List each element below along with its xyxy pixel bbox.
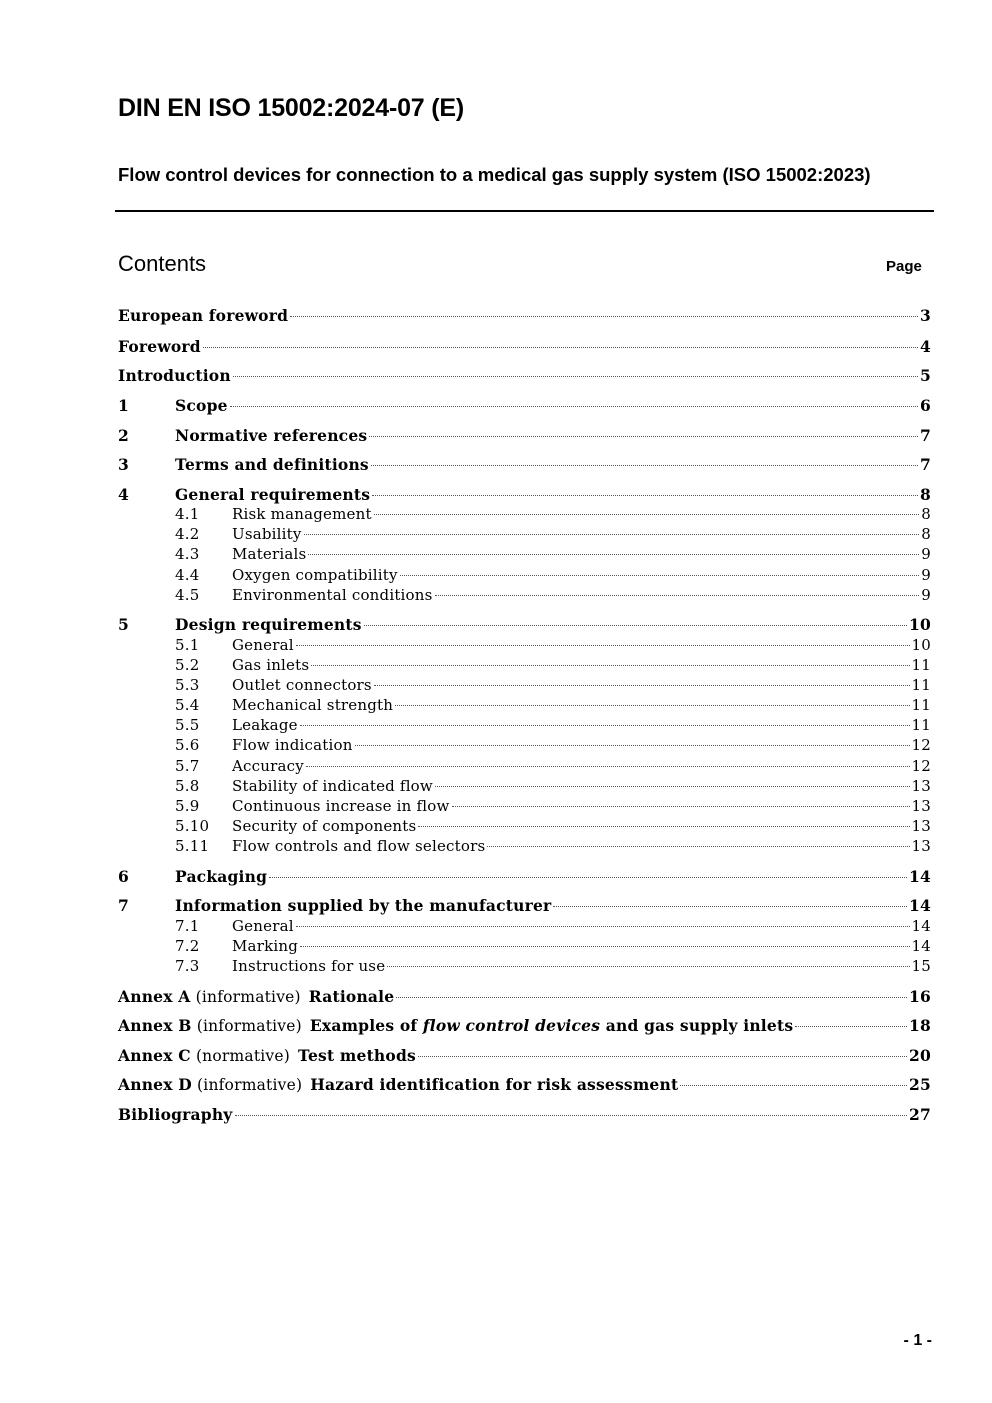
toc-entry[interactable] xyxy=(118,505,931,523)
toc-entry-page: 12 xyxy=(911,757,931,775)
toc-entry[interactable] xyxy=(118,306,931,325)
toc-entry-title: Stability of indicated flow xyxy=(232,777,433,795)
toc-entry-title: Usability xyxy=(232,525,302,543)
toc-entry-number: 5.1 xyxy=(175,636,200,654)
toc-entry-number: 5 xyxy=(118,615,129,634)
toc-entry-title: General requirements xyxy=(175,485,371,504)
toc-entry-number: 5.9 xyxy=(175,797,200,815)
toc-entry-title: Risk management xyxy=(232,505,372,523)
toc-dot-leader xyxy=(418,826,909,827)
toc-entry-number: 4 xyxy=(118,485,129,504)
toc-entry[interactable] xyxy=(118,896,931,915)
toc-entry-page: 5 xyxy=(920,366,931,385)
toc-entry-page: 27 xyxy=(909,1105,931,1124)
toc-entry[interactable] xyxy=(118,957,931,975)
page-number: - 1 - xyxy=(903,1332,932,1349)
toc-entry-title: Bibliography xyxy=(118,1105,233,1124)
toc-entry-page: 13 xyxy=(911,817,931,835)
toc-entry-page: 7 xyxy=(920,426,931,445)
toc-annex-label: Annex A (informative) xyxy=(118,987,301,1006)
toc-entry-number: 7.3 xyxy=(175,957,200,975)
toc-entry[interactable] xyxy=(118,777,931,795)
toc-entry-number: 5.5 xyxy=(175,716,200,734)
toc-dot-leader xyxy=(308,554,919,555)
toc-entry-page: 18 xyxy=(909,1016,931,1035)
toc-entry-title: Oxygen compatibility xyxy=(232,566,398,584)
toc-entry-title: Materials xyxy=(232,545,307,563)
toc-dot-leader xyxy=(435,595,920,596)
toc-entry-title: Examples of flow control devices and gas supply inlets xyxy=(309,1016,794,1035)
toc-annex-label: Annex B (informative) xyxy=(118,1016,302,1035)
toc-dot-leader xyxy=(387,966,909,967)
title-rule xyxy=(115,210,934,212)
toc-entry[interactable] xyxy=(118,525,931,543)
toc-entry-number: 3 xyxy=(118,455,129,474)
toc-dot-leader xyxy=(230,406,918,407)
toc-dot-leader xyxy=(355,745,910,746)
toc-entry-page: 14 xyxy=(911,917,931,935)
toc-dot-leader xyxy=(374,514,920,515)
toc-entry-number: 7 xyxy=(118,896,129,915)
toc-dot-leader xyxy=(374,685,910,686)
toc-entry-title: Foreword xyxy=(118,337,201,356)
toc-dot-leader xyxy=(553,906,907,907)
toc-dot-leader xyxy=(487,846,909,847)
toc-entry[interactable] xyxy=(118,615,931,634)
toc-annex-label: Annex C (normative) xyxy=(118,1046,291,1065)
toc-entry-page: 10 xyxy=(909,615,931,634)
toc-dot-leader xyxy=(296,926,910,927)
toc-entry-title: Test methods xyxy=(298,1046,416,1065)
toc-entry[interactable] xyxy=(118,736,931,754)
toc-entry[interactable] xyxy=(118,485,931,504)
toc-dot-leader xyxy=(300,946,909,947)
toc-dot-leader xyxy=(435,786,910,787)
toc-dot-leader xyxy=(306,766,910,767)
toc-entry-page: 14 xyxy=(909,867,931,886)
toc-entry-number: 5.2 xyxy=(175,656,200,674)
toc-dot-leader xyxy=(269,877,907,878)
toc-entry-title: Gas inlets xyxy=(232,656,310,674)
toc-entry-page: 4 xyxy=(920,337,931,356)
toc-entry-page: 15 xyxy=(911,957,931,975)
toc-dot-leader xyxy=(304,534,920,535)
document-title: Flow control devices for connection to a medical gas supply system (ISO 15002:2023) xyxy=(118,164,871,185)
toc-entry[interactable] xyxy=(118,636,931,654)
toc-dot-leader xyxy=(452,806,910,807)
toc-entry-number: 4.3 xyxy=(175,545,200,563)
toc-entry-title: Rationale xyxy=(308,987,395,1006)
toc-entry[interactable] xyxy=(118,586,931,604)
toc-dot-leader xyxy=(364,625,907,626)
toc-entry-number: 5.10 xyxy=(175,817,210,835)
toc-entry-number: 4.5 xyxy=(175,586,200,604)
toc-dot-leader xyxy=(296,645,910,646)
toc-entry-page: 11 xyxy=(911,676,931,694)
toc-dot-leader xyxy=(369,436,918,437)
toc-entry-page: 9 xyxy=(921,586,931,604)
toc-entry-title: General xyxy=(232,636,294,654)
toc-dot-leader xyxy=(395,705,909,706)
toc-entry-title: Security of components xyxy=(232,817,417,835)
toc-dot-leader xyxy=(371,465,918,466)
toc-entry-title: Leakage xyxy=(232,716,298,734)
toc-entry-page: 13 xyxy=(911,797,931,815)
toc-entry-title: Environmental conditions xyxy=(232,586,433,604)
toc-entry-page: 3 xyxy=(920,306,931,325)
toc-entry[interactable] xyxy=(118,366,931,385)
toc-entry[interactable] xyxy=(118,817,931,835)
toc-dot-leader xyxy=(418,1056,907,1057)
toc-entry-page: 8 xyxy=(921,505,931,523)
toc-entry[interactable] xyxy=(118,656,931,674)
document-id: DIN EN ISO 15002:2024-07 (E) xyxy=(118,94,464,122)
toc-entry-title: Packaging xyxy=(175,867,268,886)
toc-entry-title: General xyxy=(232,917,294,935)
toc-entry[interactable] xyxy=(118,797,931,815)
toc-entry-number: 4.2 xyxy=(175,525,200,543)
toc-entry[interactable] xyxy=(118,676,931,694)
toc-entry[interactable] xyxy=(118,837,931,855)
toc-entry-title: Normative references xyxy=(175,426,368,445)
toc-entry-title: Instructions for use xyxy=(232,957,386,975)
toc-entry[interactable] xyxy=(118,1016,931,1035)
toc-entry[interactable] xyxy=(118,455,931,474)
toc-entry[interactable] xyxy=(118,987,931,1006)
toc-entry-title: Flow indication xyxy=(232,736,353,754)
toc-entry-title: Information supplied by the manufacturer xyxy=(175,896,552,915)
toc-entry-page: 11 xyxy=(911,656,931,674)
toc-dot-leader xyxy=(795,1026,907,1027)
toc-entry[interactable] xyxy=(118,426,931,445)
toc-entry-number: 7.2 xyxy=(175,937,200,955)
toc-entry-page: 14 xyxy=(909,896,931,915)
toc-entry[interactable] xyxy=(118,716,931,734)
toc-entry[interactable] xyxy=(118,396,931,415)
toc-dot-leader xyxy=(203,347,918,348)
toc-dot-leader xyxy=(290,316,918,317)
toc-entry-title: Introduction xyxy=(118,366,231,385)
toc-annex-label: Annex D (informative) xyxy=(118,1075,303,1094)
toc-entry-number: 2 xyxy=(118,426,129,445)
toc-entry-title: European foreword xyxy=(118,306,289,325)
toc-dot-leader xyxy=(311,665,909,666)
toc-entry-number: 5.7 xyxy=(175,757,200,775)
toc-entry-page: 10 xyxy=(911,636,931,654)
toc-entry-title: Scope xyxy=(175,396,228,415)
toc-entry[interactable] xyxy=(118,757,931,775)
toc-entry-page: 13 xyxy=(911,837,931,855)
toc-entry-page: 16 xyxy=(909,987,931,1006)
toc-entry[interactable] xyxy=(118,1046,931,1065)
toc-entry-number: 5.8 xyxy=(175,777,200,795)
toc-entry-page: 8 xyxy=(920,485,931,504)
toc-entry-page: 7 xyxy=(920,455,931,474)
toc-entry[interactable] xyxy=(118,337,931,356)
toc-entry-title: Continuous increase in flow xyxy=(232,797,450,815)
toc-entry-page: 8 xyxy=(921,525,931,543)
toc-entry-number: 5.3 xyxy=(175,676,200,694)
toc-entry[interactable] xyxy=(118,696,931,714)
toc-dot-leader xyxy=(300,725,910,726)
toc-entry-title: Accuracy xyxy=(232,757,304,775)
toc-entry-number: 7.1 xyxy=(175,917,200,935)
toc-entry-number: 4.1 xyxy=(175,505,200,523)
toc-entry[interactable] xyxy=(118,1075,931,1094)
toc-entry[interactable] xyxy=(118,917,931,935)
toc-dot-leader xyxy=(680,1085,907,1086)
toc-entry[interactable] xyxy=(118,545,931,563)
toc-entry-title: Design requirements xyxy=(175,615,362,634)
toc-entry-title: Hazard identification for risk assessment xyxy=(310,1075,679,1094)
toc-entry[interactable] xyxy=(118,566,931,584)
toc-entry-page: 11 xyxy=(911,696,931,714)
toc-entry-title: Mechanical strength xyxy=(232,696,394,714)
toc-entry-title: Flow controls and flow selectors xyxy=(232,837,486,855)
toc-entry[interactable] xyxy=(118,867,931,886)
contents-heading: Contents xyxy=(118,251,207,276)
toc-entry-number: 5.6 xyxy=(175,736,200,754)
toc-entry-page: 9 xyxy=(921,566,931,584)
toc-entry-number: 5.4 xyxy=(175,696,200,714)
toc-entry[interactable] xyxy=(118,937,931,955)
toc-entry-page: 11 xyxy=(911,716,931,734)
toc-entry-number: 5.11 xyxy=(175,837,210,855)
toc-entry-page: 25 xyxy=(909,1075,931,1094)
toc-entry[interactable] xyxy=(118,1105,931,1124)
toc-dot-leader xyxy=(233,376,918,377)
toc-entry-title: Outlet connectors xyxy=(232,676,372,694)
toc-dot-leader xyxy=(400,575,920,576)
toc-entry-page: 20 xyxy=(909,1046,931,1065)
toc-dot-leader xyxy=(235,1115,908,1116)
toc-dot-leader xyxy=(396,997,907,998)
page-column-label: Page xyxy=(886,258,922,275)
toc-entry-title: Marking xyxy=(232,937,299,955)
toc-entry-page: 14 xyxy=(911,937,931,955)
toc-dot-leader xyxy=(372,495,918,496)
toc-entry-page: 6 xyxy=(920,396,931,415)
toc-entry-page: 13 xyxy=(911,777,931,795)
toc-entry-number: 4.4 xyxy=(175,566,200,584)
toc-entry-number: 6 xyxy=(118,867,129,886)
toc-entry-title: Terms and definitions xyxy=(175,455,369,474)
toc-entry-page: 9 xyxy=(921,545,931,563)
toc-entry-page: 12 xyxy=(911,736,931,754)
toc-entry-number: 1 xyxy=(118,396,129,415)
